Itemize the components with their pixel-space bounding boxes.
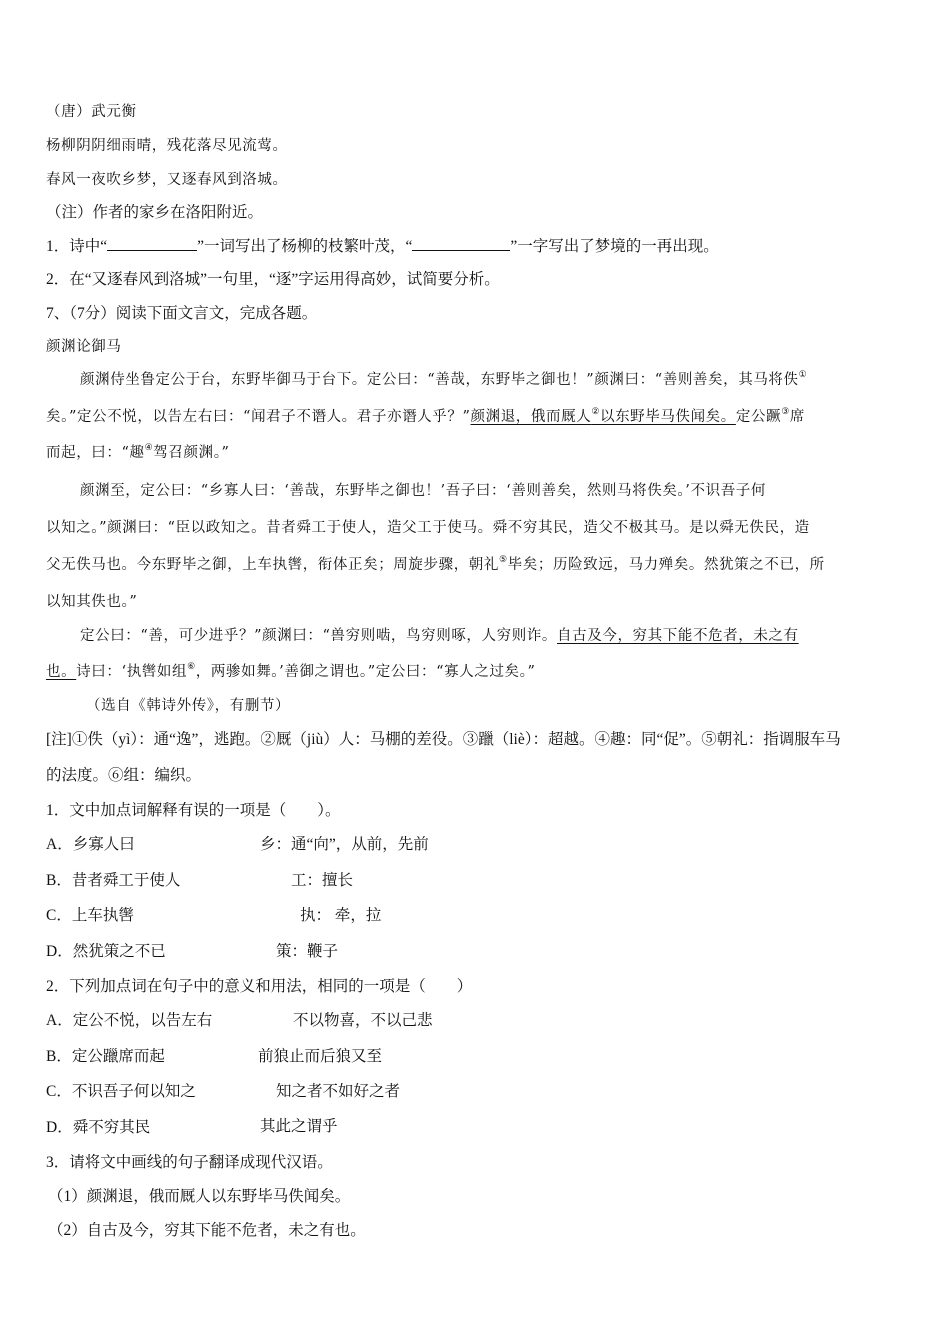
notes-line-2: 的法度。⑥组：编织。: [46, 767, 202, 784]
footnote-marker: ④: [144, 443, 154, 453]
q1-option-c[interactable]: [46, 906, 134, 926]
passage-title: 颜渊论御马: [46, 339, 122, 355]
q1-option-b[interactable]: [46, 871, 180, 891]
poem-question-1: [46, 236, 719, 257]
passage-p2-line-3: [46, 555, 825, 575]
p3-l1-text: 定公曰：“善，可少进乎？”颜渊曰：“兽穷则啮，鸟穷则啄，人穷则诈。: [80, 628, 558, 644]
sub-question-2: 2．下列加点词在句子中的意义和用法，相同的一项是（ ）: [46, 978, 473, 995]
footnote-marker: ⑤: [499, 555, 508, 565]
ul1-part-b: 以东野毕马佚闻矣。: [599, 409, 736, 425]
q1-text-b: ”一词写出了杨柳的枝繁叶茂，“: [197, 238, 413, 255]
p3-l2-text: 诗曰：‘执辔如组: [76, 664, 188, 680]
q7-heading: 7、（7分）阅读下面文言文，完成各题。: [46, 305, 318, 322]
poem-note: （注）作者的家乡在洛阳附近。: [46, 204, 264, 221]
q3-item-2: （2）自古及今，穷其下能不危者，未之有也。: [48, 1222, 366, 1239]
option-label: A．定公不悦，以告左右: [46, 1012, 213, 1029]
q1-option-c-explain: 执： 牵，拉: [300, 907, 382, 924]
option-label: C．上车执辔: [46, 907, 134, 924]
q1-text-c: ”一字写出了梦境的一再出现。: [510, 238, 719, 255]
option-label: D．舜不穷其民: [46, 1119, 151, 1136]
footnote-marker: ⑥: [187, 662, 196, 672]
answer-blank-2[interactable]: [412, 236, 510, 251]
passage-source: （选自《韩诗外传》，有删节）: [86, 698, 291, 714]
passage-p2-line-2: 以知之。”颜渊曰：“臣以政知之。昔者舜工于使人，造父工于使马。舜不穷其民，造父不极其马。是以舜无佚民，造: [46, 520, 810, 536]
p1-l2-text-b: 定公蹶: [735, 409, 782, 425]
poem-line-2: 春风一夜吹乡梦，又逐春风到洛城。: [46, 172, 288, 188]
underlined-sentence-1: [471, 409, 736, 425]
sub-question-3: 3．请将文中画线的句子翻译成现代汉语。: [46, 1154, 333, 1171]
p3-l2-text-b: ，两骖如舞。’善御之谓也。”定公曰：“寡人之过矣。”: [195, 664, 536, 680]
passage-p1-line-1: [80, 370, 807, 390]
q1-text-a: 1．诗中“: [46, 238, 108, 255]
q1-option-d[interactable]: [46, 942, 166, 962]
q1-option-b-explain: 工：擅长: [291, 872, 354, 889]
option-label: A．乡寡人曰: [46, 836, 135, 853]
p2-l3-text: 父无佚马也。今东野毕之御，上车执辔，衔体正矣；周旋步骤，朝礼: [46, 557, 499, 573]
answer-blank-1[interactable]: [107, 236, 197, 251]
q2-option-a-explain: 不以物喜，不以己悲: [293, 1012, 433, 1029]
q2-option-a[interactable]: [46, 1011, 212, 1031]
passage-p2-line-4: 以知其佚也。”: [46, 594, 138, 610]
q2-option-d[interactable]: [46, 1118, 150, 1138]
poem-line-1: 杨柳阴阴细雨晴，残花落尽见流莺。: [46, 138, 288, 154]
p1-l2-text-c: 席: [789, 409, 805, 425]
poem-author: （唐）武元衡: [46, 104, 137, 120]
q2-option-c-explain: 知之者不如好之者: [276, 1083, 401, 1100]
footnote-marker: ①: [798, 370, 808, 380]
q2-option-d-explain: 其此之谓乎: [260, 1118, 338, 1135]
option-label: B．昔者舜工于使人: [46, 872, 181, 889]
q1-option-a[interactable]: [46, 835, 135, 855]
q2-option-b-explain: 前狼止而后狼又至: [258, 1048, 383, 1065]
passage-p3-line-2: [46, 662, 536, 682]
p1-l2-text: 矣。”定公不悦，以告左右曰：“闻君子不谮人。君子亦谮人乎？”: [46, 409, 471, 425]
option-label: B．定公躐席而起: [46, 1048, 165, 1065]
notes-line-1: [注]①佚（yì）：通“逸”，逃跑。②厩（jiù）人：马棚的差役。③躐（liè）：超越。④趣：同“促”。⑤朝礼：指调服车马: [46, 731, 841, 748]
ul1-part-a: 颜渊退，俄而厩人: [470, 409, 592, 425]
footnote-marker: ②: [591, 407, 600, 417]
passage-p2-line-1: 颜渊至，定公曰：“乡寡人曰：‘善哉，东野毕之御也！’吾子曰：‘善则善矣，然则马将佚矣。’不识吾子何: [80, 483, 766, 499]
underlined-sentence-2: 自古及今，穷其下能不危者，未之有: [557, 628, 799, 644]
q1-option-a-explain: 乡：通“向”，从前，先前: [260, 836, 429, 853]
footnote-marker: ③: [781, 407, 790, 417]
passage-p3-line-1: [80, 626, 799, 646]
poem-question-2: 2．在“又逐春风到洛城”一句里，“逐”字运用得高妙，试简要分析。: [46, 271, 500, 288]
underlined-sentence-2-end: 也。: [46, 664, 77, 680]
p1-l1-text: 颜渊侍坐鲁定公于台，东野毕御马于台下。定公曰：“善哉，东野毕之御也！”颜渊曰：“善则善矣，其马将佚: [80, 372, 799, 388]
q3-item-1: （1）颜渊退，俄而厩人以东野毕马佚闻矣。: [48, 1188, 351, 1205]
q2-option-c[interactable]: [46, 1082, 196, 1102]
q1-option-d-explain: 策：鞭子: [276, 943, 339, 960]
option-label: C．不识吾子何以知之: [46, 1083, 196, 1100]
option-label: D．然犹策之不已: [46, 943, 166, 960]
q2-option-b[interactable]: [46, 1047, 165, 1067]
sub-question-1: 1．文中加点词解释有误的一项是（ ）。: [46, 802, 341, 819]
p1-l3-text-b: 驾召颜渊。”: [153, 445, 230, 461]
p1-l3-text: 而起，曰：“趣: [46, 445, 145, 461]
passage-p1-line-2: [46, 407, 805, 427]
passage-p1-line-3: [46, 443, 230, 463]
p2-l3-text-b: 毕矣；历险致远，马力殚矣。然犹策之不已，所: [507, 557, 825, 573]
